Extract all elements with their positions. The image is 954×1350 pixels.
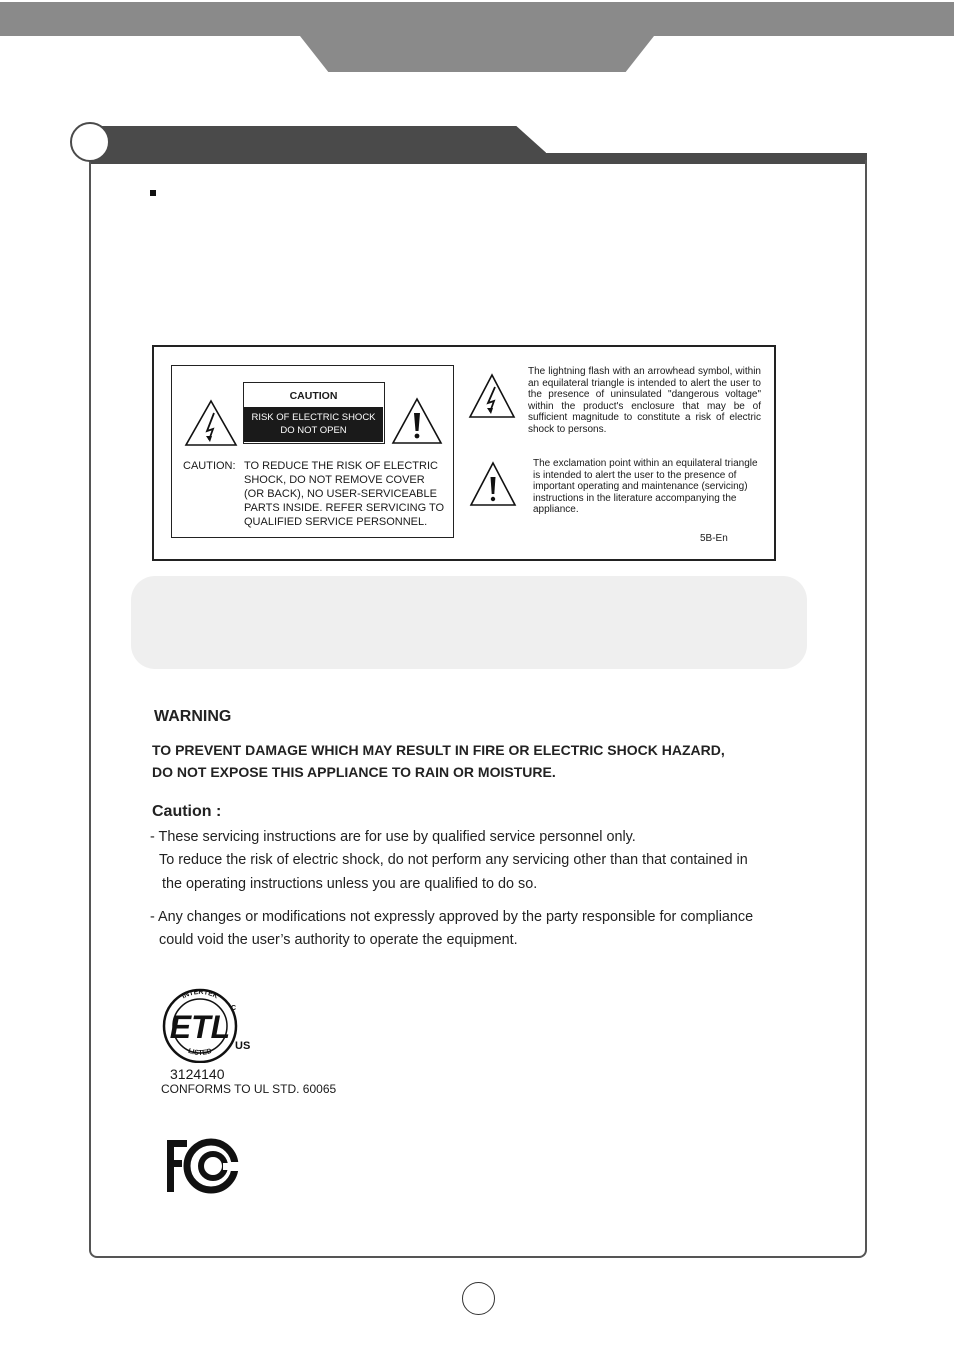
etl-conforms: CONFORMS TO UL STD. 60065 <box>161 1082 337 1096</box>
header-tab <box>300 36 654 72</box>
warning-line-2: DO NOT EXPOSE THIS APPLIANCE TO RAIN OR MOISTURE. <box>152 764 556 780</box>
caution-p1-line3: the operating instructions unless you are qualified to do so. <box>162 876 538 892</box>
section-number-circle <box>70 122 110 162</box>
caution-text-line: PARTS INSIDE. REFER SERVICING TO <box>244 502 445 514</box>
caution-title: CAUTION <box>289 390 338 402</box>
etl-listed-logo <box>160 988 260 1063</box>
svg-text:LISTED <box>187 1048 213 1057</box>
note-box <box>131 576 807 669</box>
lightning-warning-icon <box>183 398 239 448</box>
caution-text-line: QUALIFIED SERVICE PERSONNEL. <box>244 516 428 528</box>
etl-us-text: US <box>235 1040 251 1052</box>
caution-p1-line1: - These servicing instructions are for use by qualified service personnel only. <box>150 829 636 845</box>
exclamation-symbol-icon <box>468 460 518 508</box>
page-number-circle <box>462 1282 495 1315</box>
caution-text-line: SHOCK, DO NOT REMOVE COVER <box>244 474 425 486</box>
etl-mark-text: ETL <box>169 1009 231 1045</box>
fcc-mark-text: FC <box>166 1137 168 1138</box>
risk-notice <box>244 407 383 442</box>
warning-line-1: TO PREVENT DAMAGE WHICH MAY RESULT IN FIRE OR ELECTRIC SHOCK HAZARD, <box>152 742 725 758</box>
etl-c-text: C <box>231 1005 237 1012</box>
caution-heading: Caution : <box>152 803 222 820</box>
risk-line-2: DO NOT OPEN <box>280 424 347 436</box>
caution-p2-line1: - Any changes or modifications not expressly approved by the party responsible for compliance <box>150 909 754 925</box>
caution-text-line: (OR BACK), NO USER-SERVICEABLE <box>244 488 437 500</box>
warning-heading: WARNING <box>154 708 232 725</box>
caution-text-line: TO REDUCE THE RISK OF ELECTRIC <box>244 460 438 472</box>
caution-box <box>243 382 385 444</box>
lightning-symbol-icon <box>467 372 517 420</box>
bullet-marker <box>150 190 156 196</box>
caution-label-text: CAUTION: <box>183 460 236 472</box>
risk-line-1: RISK OF ELECTRIC SHOCK <box>251 412 376 423</box>
exclamation-warning-icon <box>391 396 443 446</box>
caution-p1-line2: To reduce the risk of electric shock, do not perform any servicing other than that contained in <box>159 852 748 868</box>
etl-ring-bottom-text: LISTED <box>187 1047 213 1057</box>
exclamation-description: The exclamation point within an equilateral triangle is intended to alert the user to the presence of important operating and maintenance (servicing) instructions in the literature accompanying the appliance. <box>533 458 758 516</box>
header-bar <box>0 2 954 36</box>
caution-p2-line2: could void the user’s authority to operate the equipment. <box>159 932 518 948</box>
caution-instructions <box>244 459 450 529</box>
etl-ring-top-text: INTERTEK <box>180 988 219 1001</box>
etl-number: 3124140 <box>170 1066 225 1082</box>
lightning-description: The lightning flash with an arrowhead symbol, within an equilateral triangle is intended to alert the user to the presence of uninsulated "dangerous voltage" within the product's enclosure that may be of sufficient magnitude to constitute a risk of electric shock to persons. <box>528 366 761 435</box>
fcc-logo <box>165 1136 245 1194</box>
warning-text <box>152 739 812 783</box>
label-code: 5B-En <box>700 533 728 544</box>
